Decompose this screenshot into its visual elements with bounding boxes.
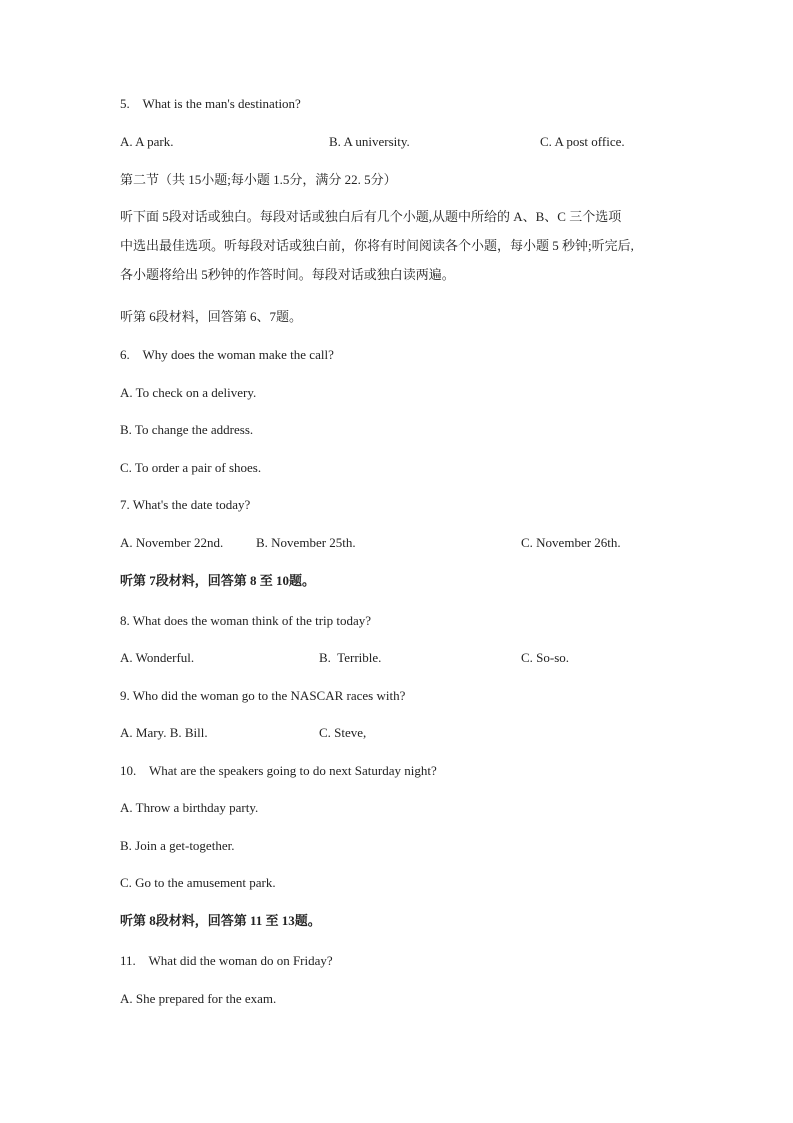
q11-option-a: A. She prepared for the exam. [120, 991, 277, 1006]
q7-option-b: B. November 25th. [256, 535, 356, 550]
material-7-heading: 听第 7段材料，回答第 8 至 10题。 [120, 573, 316, 588]
q10-option-c: C. Go to the amusement park. [120, 875, 276, 890]
section-2-title: 第二节（共 15小题;每小题 1.5分，满分 22. 5分） [120, 172, 397, 187]
q5-option-a: A. A park. [120, 134, 174, 149]
q9-option-c: C. Steve, [319, 725, 367, 740]
instruction-line: 各小题将给出 5秒钟的作答时间。每段对话或独白读两遍。 [120, 267, 455, 282]
q6-option-c: C. To order a pair of shoes. [120, 460, 262, 475]
material-8-heading: 听第 8段材料，回答第 11 至 13题。 [120, 913, 321, 928]
q7-question: 7. What's the date today? [120, 497, 251, 512]
q5-option-c: C. A post office. [540, 134, 625, 149]
q8-question: 8. What does the woman think of the trip today? [120, 613, 372, 628]
q10-option-b: B. Join a get-together. [120, 838, 235, 853]
q10-option-a: A. Throw a birthday party. [120, 800, 259, 815]
q7-option-c: C. November 26th. [521, 535, 621, 550]
instruction-line: 听下面 5段对话或独白。每段对话或独白后有几个小题,从题中所给的 A、B、C 三个选项 [120, 209, 622, 224]
q7-option-a: A. November 22nd. [120, 535, 224, 550]
q6-option-a: A. To check on a delivery. [120, 385, 257, 400]
q8-option-c: C. So-so. [521, 650, 570, 665]
instruction-line: 中选出最佳选项。听每段对话或独白前，你将有时间阅读各个小题，每小题 5 秒钟;听完后, [120, 238, 634, 253]
q5-question: 5. What is the man's destination? [120, 96, 301, 111]
q10-question: 10. What are the speakers going to do next Saturday night? [120, 763, 437, 778]
q11-question: 11. What did the woman do on Friday? [120, 953, 333, 968]
q5-option-b: B. A university. [329, 134, 410, 149]
q9-question: 9. Who did the woman go to the NASCAR races with? [120, 688, 406, 703]
q9-option-ab: A. Mary. B. Bill. [120, 725, 208, 740]
q6-question: 6. Why does the woman make the call? [120, 347, 334, 362]
section-2-instructions [120, 202, 680, 289]
material-6-heading: 听第 6段材料，回答第 6、7题。 [120, 309, 303, 324]
q6-option-b: B. To change the address. [120, 422, 254, 437]
q8-option-b: B. Terrible. [319, 650, 382, 665]
q8-option-a: A. Wonderful. [120, 650, 195, 665]
